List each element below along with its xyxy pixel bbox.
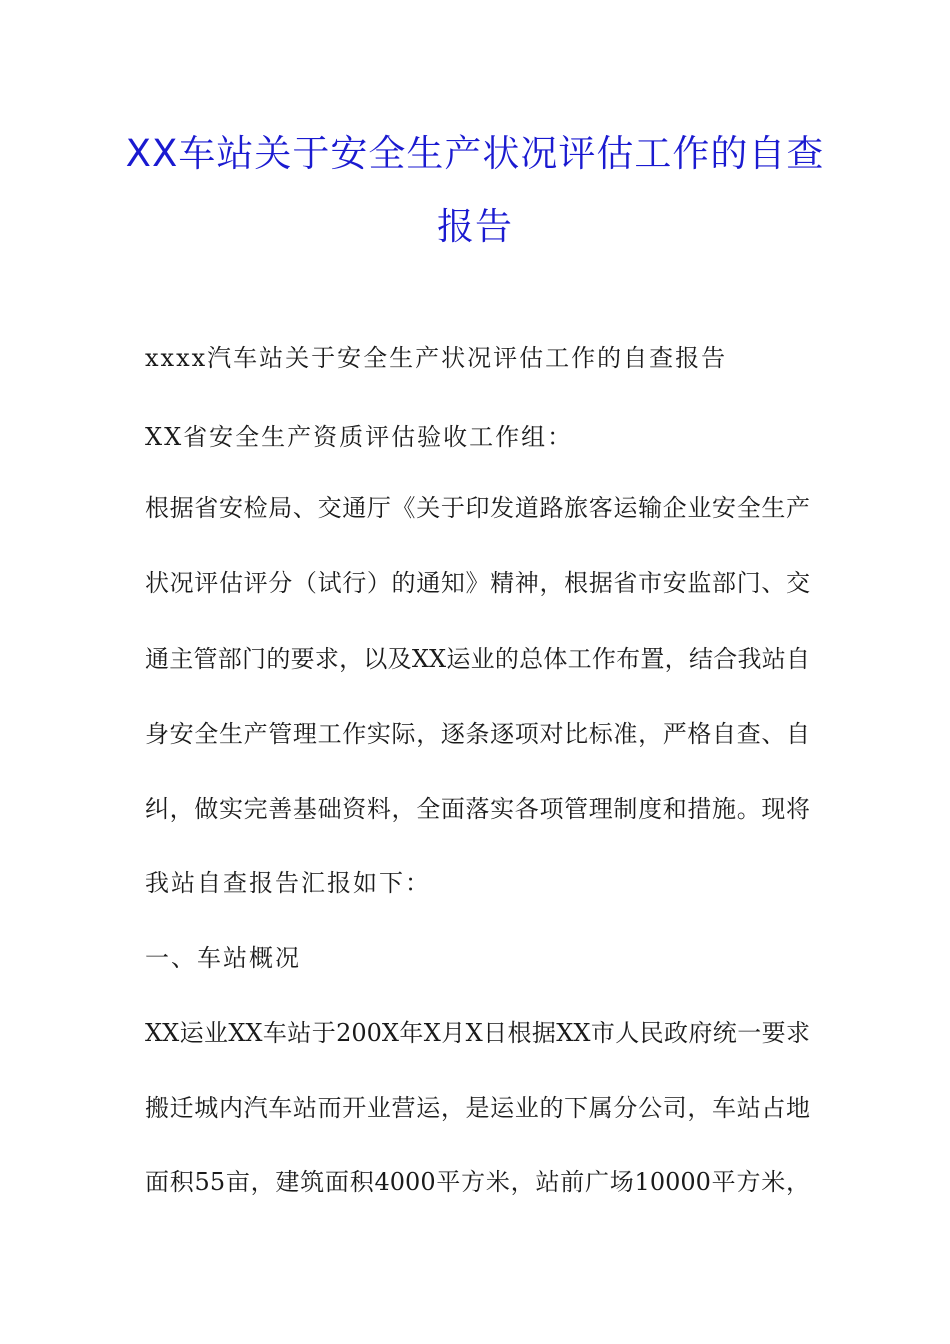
intro-line-6: 我站自查报告汇报如下： (145, 869, 431, 897)
intro-line-4: 身安全生产管理工作实际，逐条逐项对比标准，严格自查、自 (145, 720, 810, 748)
section-heading: 一、车站概况 (145, 944, 301, 972)
document-title-line-2: 报告 (437, 205, 513, 248)
section-line-2: 搬迁城内汽车站而开业营运，是运业的下属分公司，车站占地 (145, 1094, 810, 1122)
section-line-1: XX运业XX车站于200X年X月X日根据XX市人民政府统一要求 (145, 1019, 810, 1047)
section-line-3: 面积55亩，建筑面积4000平方米，站前广场10000平方米， (145, 1168, 810, 1196)
document-subtitle: xxxx汽车站关于安全生产状况评估工作的自查报告 (145, 344, 728, 372)
intro-line-1: 根据省安检局、交通厅《关于印发道路旅客运输企业安全生产 (145, 494, 810, 522)
addressee: XX省安全生产资质评估验收工作组： (145, 423, 574, 451)
intro-line-3: 通主管部门的要求，以及XX运业的总体工作布置，结合我站自 (145, 645, 810, 673)
intro-line-2: 状况评估评分（试行）的通知》精神，根据省市安监部门、交 (145, 569, 810, 597)
document-title-line-1: XX车站关于安全生产状况评估工作的自查 (125, 132, 825, 175)
intro-line-5: 纠，做实完善基础资料，全面落实各项管理制度和措施。现将 (145, 795, 810, 823)
